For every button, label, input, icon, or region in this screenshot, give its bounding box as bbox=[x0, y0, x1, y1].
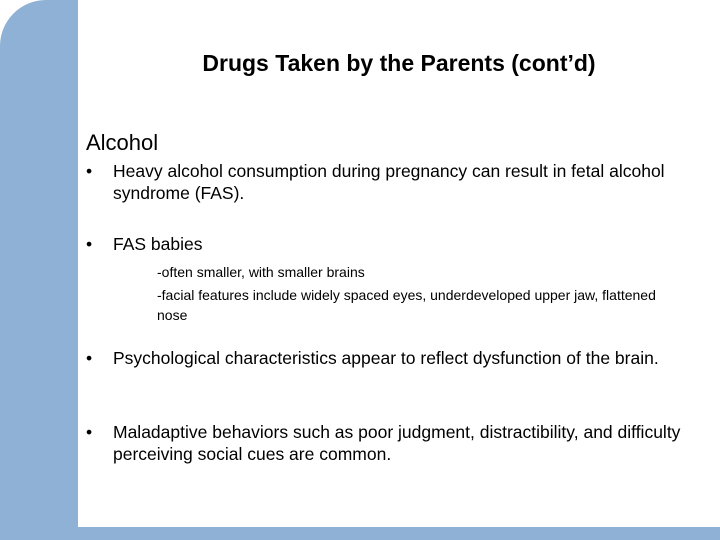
section-heading: Alcohol bbox=[86, 130, 159, 155]
bullet-text: Psychological characteristics appear to reflect dysfunction of the brain. bbox=[113, 348, 659, 368]
bullet-dot: • bbox=[86, 234, 93, 254]
left-accent-band bbox=[0, 0, 78, 540]
bullet-dot: • bbox=[86, 422, 93, 442]
slide-title: Drugs Taken by the Parents (cont’d) bbox=[202, 50, 596, 76]
bullet-item-maladaptive bbox=[86, 421, 696, 465]
bullet-dot: • bbox=[86, 161, 93, 181]
sub-item-size: -often smaller, with smaller brains bbox=[157, 264, 365, 280]
bullet-item-psychological bbox=[86, 347, 696, 369]
bullet-text: Heavy alcohol consumption during pregnancy can result in fetal alcohol syndrome (FAS). bbox=[113, 161, 665, 203]
bullet-text: Maladaptive behaviors such as poor judgment, distractibility, and difficulty perceiving social cues are common. bbox=[113, 422, 681, 464]
bullet-text: FAS babies bbox=[113, 234, 203, 254]
bullet-item-fas-babies bbox=[86, 233, 696, 255]
bottom-accent-band bbox=[78, 527, 720, 540]
sub-item-facial-features: -facial features include widely spaced eyes, underdeveloped upper jaw, flattened nose bbox=[157, 287, 656, 323]
bullet-item-fas-cause bbox=[86, 160, 696, 204]
bullet-dot: • bbox=[86, 348, 93, 368]
